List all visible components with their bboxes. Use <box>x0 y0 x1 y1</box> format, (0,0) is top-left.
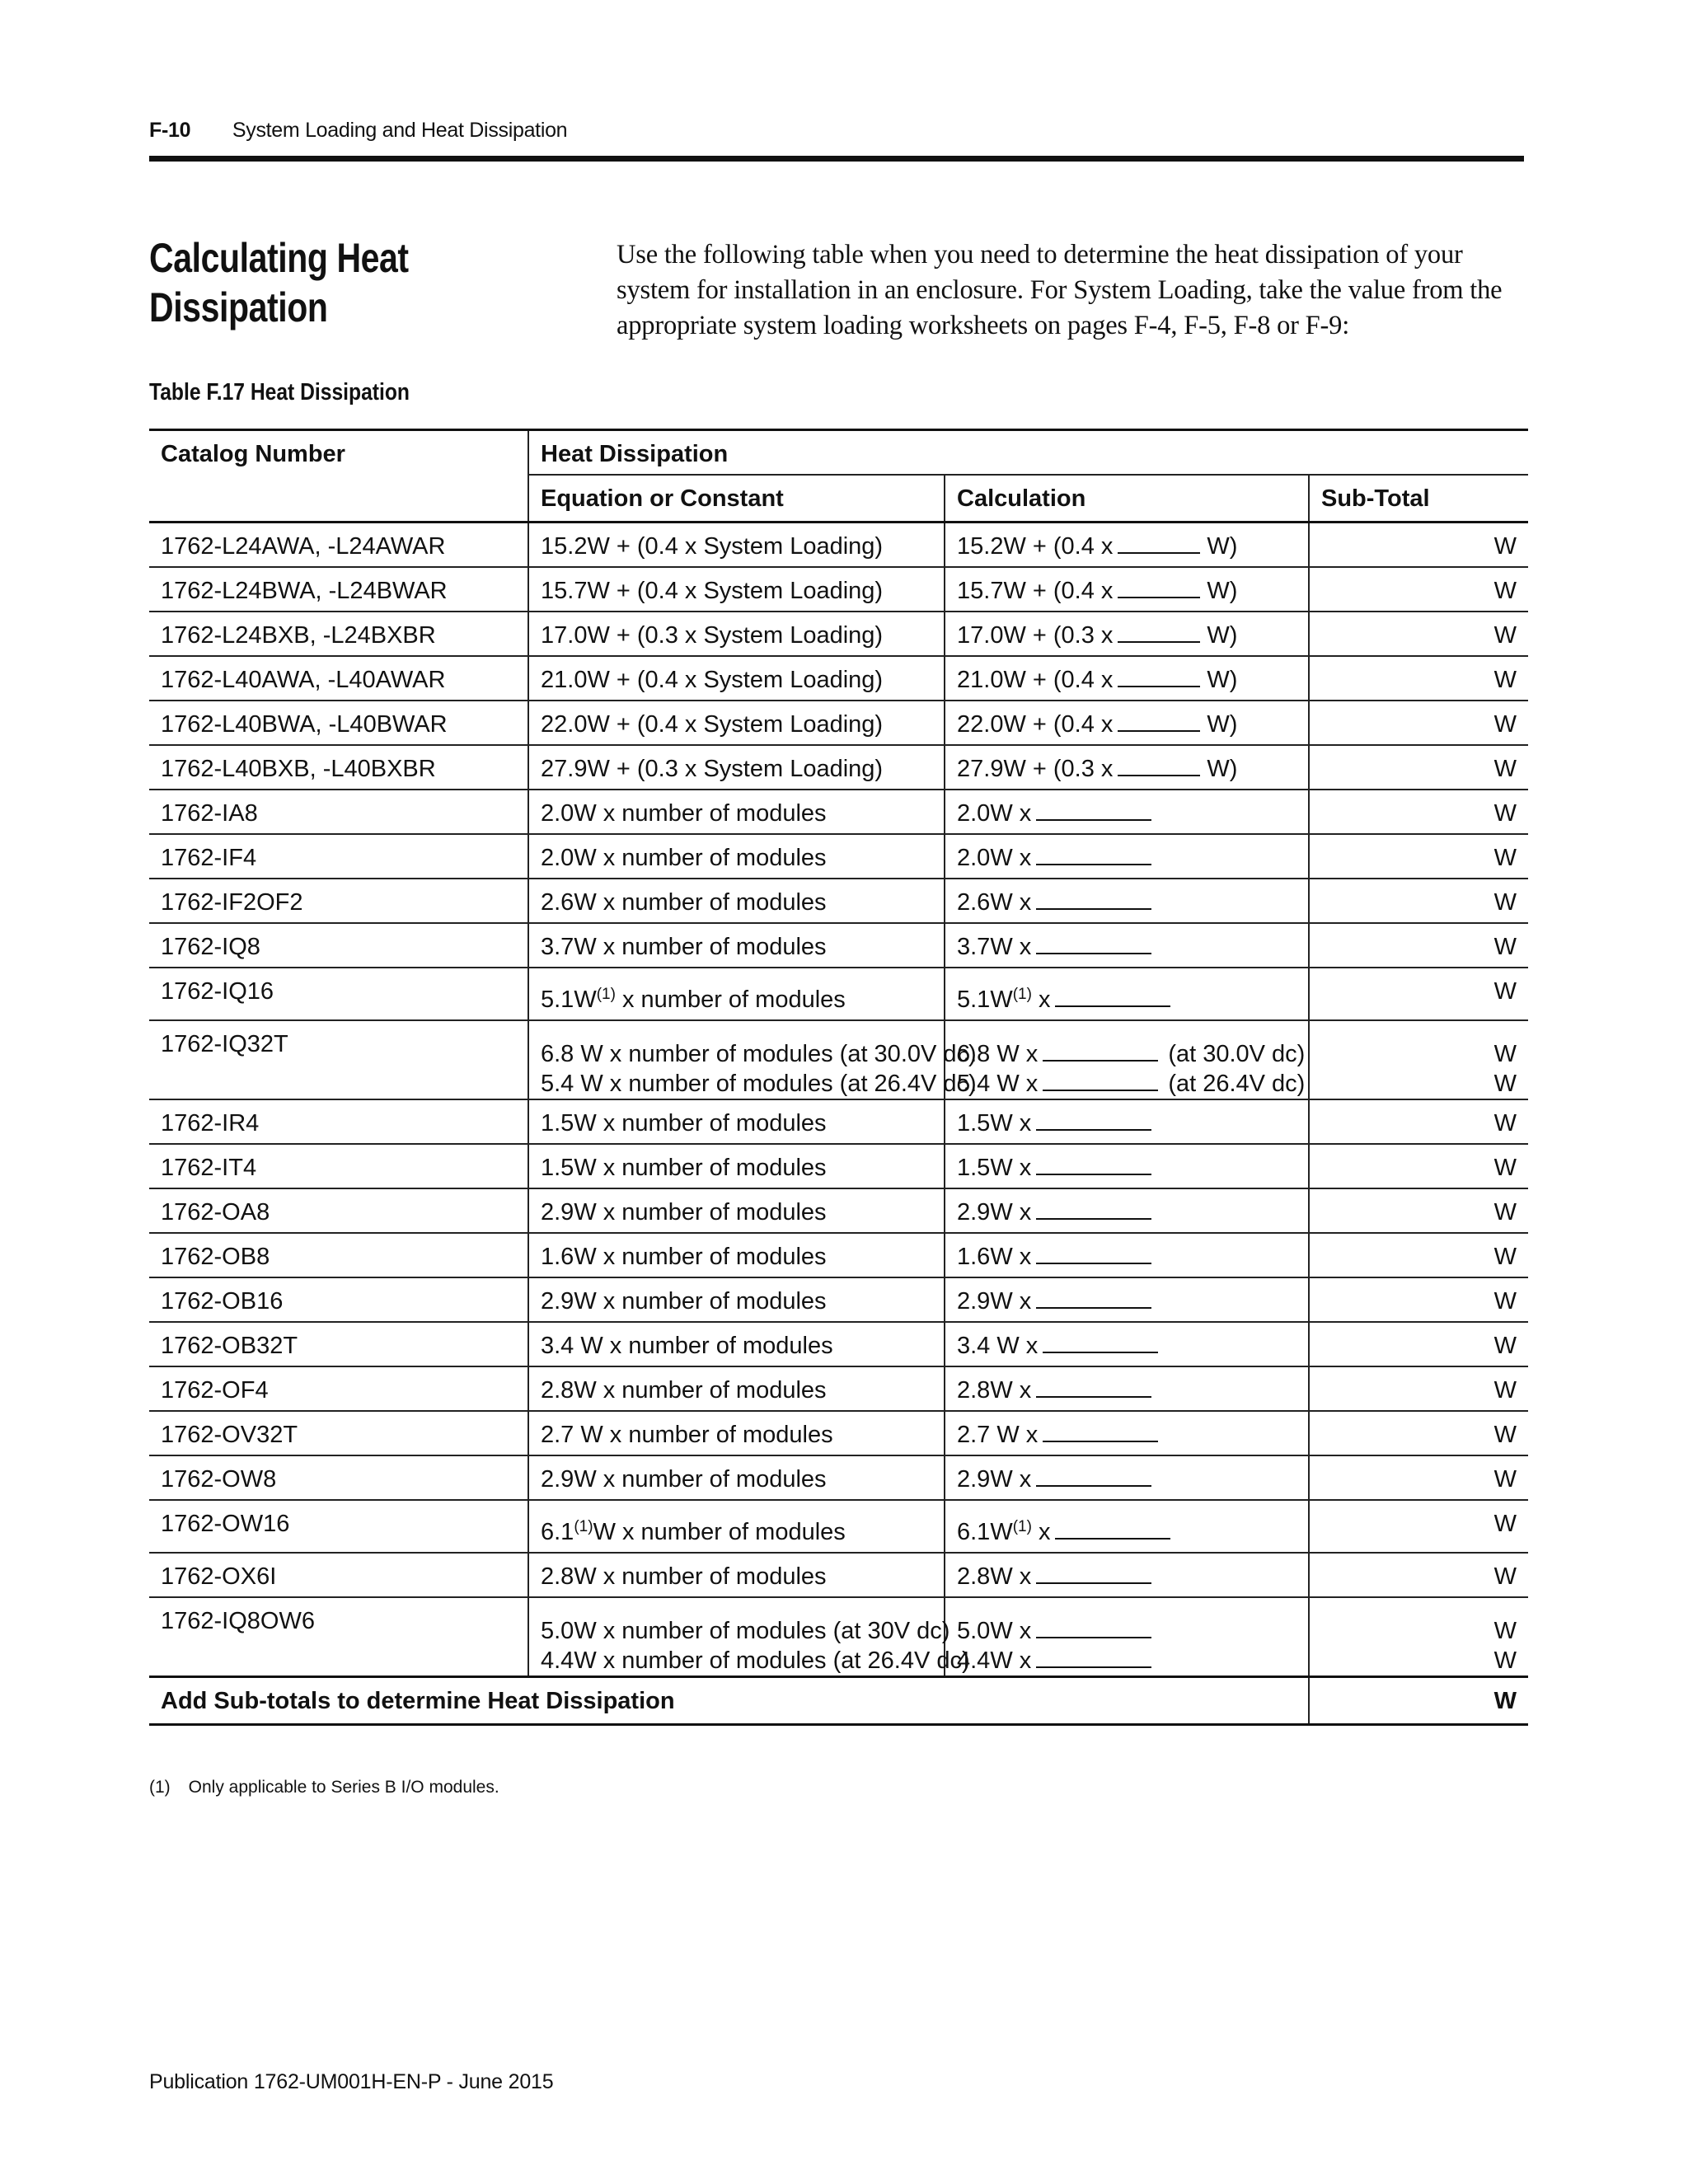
catalog-cell: 1762-IF2OF2 <box>149 879 528 923</box>
catalog-cell: 1762-OW16 <box>149 1500 528 1553</box>
equation-cell: 6.8 W x number of modules (at 30.0V dc) 5.4 W x number of modules (at 26.4V dc) <box>528 1020 945 1099</box>
equation-cell: 15.7W + (0.4 x System Loading) <box>528 567 945 612</box>
catalog-cell: 1762-OV32T <box>149 1411 528 1455</box>
subtotal-cell <box>1309 567 1528 612</box>
subtotal-unit: W <box>1493 1109 1517 1137</box>
equation-cell: 1.5W x number of modules <box>528 1099 945 1144</box>
calculation-cell: 6.8 W x (at 30.0V dc) 5.4 W x (at 26.4V dc) <box>945 1020 1309 1099</box>
subtotal-unit: W <box>1493 1421 1517 1448</box>
table-row <box>149 1366 1528 1411</box>
subtotal-unit: W <box>1493 888 1517 916</box>
table-row <box>149 1277 1528 1322</box>
fill-in-blank <box>1036 1647 1151 1668</box>
table-row <box>149 523 1528 567</box>
table-row <box>149 1500 1528 1553</box>
table-row <box>149 612 1528 656</box>
subtotal-cell <box>1309 1366 1528 1411</box>
table-row <box>149 1597 1528 1677</box>
table-row <box>149 790 1528 834</box>
table-row <box>149 1455 1528 1500</box>
table-row <box>149 1322 1528 1366</box>
fill-in-blank <box>1036 1617 1151 1638</box>
subtotal-unit: W <box>1493 1243 1517 1270</box>
table-row <box>149 834 1528 879</box>
table-row <box>149 567 1528 612</box>
catalog-cell: 1762-IQ8OW6 <box>149 1597 528 1677</box>
total-unit: W <box>1309 1676 1528 1724</box>
catalog-cell: 1762-L40BWA, -L40BWAR <box>149 701 528 745</box>
equation-cell: 3.7W x number of modules <box>528 923 945 968</box>
catalog-cell: 1762-OF4 <box>149 1366 528 1411</box>
catalog-cell: 1762-IF4 <box>149 834 528 879</box>
fill-in-blank <box>1036 1154 1151 1175</box>
calculation-cell: 2.7 W x <box>945 1411 1309 1455</box>
subtotal-cell: W W <box>1309 1597 1528 1677</box>
equation-cell: 2.8W x number of modules <box>528 1553 945 1597</box>
equation-cell: 2.0W x number of modules <box>528 790 945 834</box>
subtotal-cell <box>1309 834 1528 879</box>
calculation-cell: 1.5W x <box>945 1099 1309 1144</box>
calculation-cell: 2.8W x <box>945 1553 1309 1597</box>
catalog-cell: 1762-IQ16 <box>149 968 528 1020</box>
page-number: F-10 <box>149 119 191 142</box>
equation-cell: 1.5W x number of modules <box>528 1144 945 1188</box>
table-row <box>149 745 1528 790</box>
table-caption: Table F.17 Heat Dissipation <box>149 379 410 405</box>
fill-in-blank <box>1036 888 1151 910</box>
table-row <box>149 1020 1528 1099</box>
table-row <box>149 1553 1528 1597</box>
calculation-cell: 2.0W x <box>945 790 1309 834</box>
fill-in-blank <box>1118 621 1200 643</box>
fill-in-blank <box>1118 666 1200 687</box>
table-row <box>149 968 1528 1020</box>
subtotal-unit: W <box>1493 1376 1517 1404</box>
fill-in-blank <box>1043 1332 1158 1353</box>
equation-cell: 15.2W + (0.4 x System Loading) <box>528 523 945 567</box>
fill-in-blank <box>1118 577 1200 598</box>
fill-in-blank <box>1036 1109 1151 1131</box>
equation-cell: 21.0W + (0.4 x System Loading) <box>528 656 945 701</box>
catalog-cell: 1762-OB16 <box>149 1277 528 1322</box>
header-subtotal: Sub-Total <box>1309 475 1528 523</box>
fill-in-blank <box>1043 1070 1158 1091</box>
subtotal-cell <box>1309 1322 1528 1366</box>
catalog-cell: 1762-L24AWA, -L24AWAR <box>149 523 528 567</box>
subtotal-cell <box>1309 1099 1528 1144</box>
equation-cell: 17.0W + (0.3 x System Loading) <box>528 612 945 656</box>
calculation-cell: 3.7W x <box>945 923 1309 968</box>
fill-in-blank <box>1036 1243 1151 1264</box>
publication-footer: Publication 1762-UM001H-EN-P - June 2015 <box>149 2070 554 2093</box>
table-row <box>149 1233 1528 1277</box>
page-title: Calculating Heat Dissipation <box>149 235 409 330</box>
subtotal-cell <box>1309 612 1528 656</box>
calculation-cell: 17.0W + (0.3 x W) <box>945 612 1309 656</box>
subtotal-unit: W <box>1493 1287 1517 1315</box>
calculation-cell: 2.6W x <box>945 879 1309 923</box>
equation-cell: 2.9W x number of modules <box>528 1277 945 1322</box>
subtotal-unit: W <box>1493 799 1517 827</box>
calculation-cell: 2.9W x <box>945 1277 1309 1322</box>
equation-cell: 27.9W + (0.3 x System Loading) <box>528 745 945 790</box>
header-heat-dissipation: Heat Dissipation <box>528 430 1528 475</box>
equation-cell: $5.1W^{(1)}$ x number of modules <box>528 968 945 1020</box>
subtotal-unit: W <box>1493 1198 1517 1226</box>
calculation-cell: 22.0W + (0.4 x W) <box>945 701 1309 745</box>
catalog-cell: 1762-L40BXB, -L40BXBR <box>149 745 528 790</box>
catalog-cell: 1762-L40AWA, -L40AWAR <box>149 656 528 701</box>
equation-cell: 2.0W x number of modules <box>528 834 945 879</box>
calculation-cell: 15.2W + (0.4 x W) <box>945 523 1309 567</box>
fill-in-blank <box>1118 710 1200 732</box>
calculation-cell: 15.7W + (0.4 x W) <box>945 567 1309 612</box>
calculation-cell: 2.9W x <box>945 1455 1309 1500</box>
subtotal-unit: W <box>1493 1465 1517 1493</box>
subtotal-cell <box>1309 523 1528 567</box>
equation-cell: 2.8W x number of modules <box>528 1366 945 1411</box>
footnote-ref: (1) <box>574 1517 593 1535</box>
table-row <box>149 1411 1528 1455</box>
equation-cell: 6.1$^{(1)}$W x number of modules <box>528 1500 945 1553</box>
equation-cell: 22.0W + (0.4 x System Loading) <box>528 701 945 745</box>
section-title: System Loading and Heat Dissipation <box>232 119 568 142</box>
catalog-cell: 1762-IR4 <box>149 1099 528 1144</box>
fill-in-blank <box>1043 1421 1158 1442</box>
catalog-cell: 1762-L24BXB, -L24BXBR <box>149 612 528 656</box>
fill-in-blank <box>1036 844 1151 865</box>
calculation-cell: 1.5W x <box>945 1144 1309 1188</box>
catalog-cell: 1762-OB32T <box>149 1322 528 1366</box>
total-label: Add Sub-totals to determine Heat Dissipation <box>149 1676 1309 1724</box>
intro-paragraph: Use the following table when you need to determine the heat dissipation of your system for installation in an enclosure. For System Loading, take the value from the appropriate system loading worksheets on pages F-4, F-5, F-8 or F-9: <box>617 240 1503 340</box>
subtotal-cell <box>1309 1500 1528 1553</box>
fill-in-blank <box>1036 1198 1151 1220</box>
table-row <box>149 879 1528 923</box>
fill-in-blank <box>1036 933 1151 954</box>
calculation-cell: 5.0W x 4.4W x <box>945 1597 1309 1677</box>
subtotal-cell <box>1309 656 1528 701</box>
catalog-cell: 1762-IA8 <box>149 790 528 834</box>
header-calculation: Calculation <box>945 475 1309 523</box>
fill-in-blank <box>1118 755 1200 776</box>
fill-in-blank <box>1036 1465 1151 1487</box>
calculation-cell: $5.1W^{(1)}$ x <box>945 968 1309 1020</box>
calculation-cell: 2.9W x <box>945 1188 1309 1233</box>
catalog-cell: 1762-OW8 <box>149 1455 528 1500</box>
subtotal-cell <box>1309 923 1528 968</box>
header-catalog-number: Catalog Number <box>149 430 528 475</box>
catalog-cell: 1762-IQ32T <box>149 1020 528 1099</box>
subtotal-unit: W <box>1493 533 1517 560</box>
fill-in-blank <box>1055 986 1170 1007</box>
table-row <box>149 1188 1528 1233</box>
subtotal-unit: W <box>1493 577 1517 604</box>
subtotal-unit: W <box>1493 666 1517 693</box>
subtotal-unit: W <box>1493 977 1517 1005</box>
footnote-ref: (1) <box>1012 1517 1032 1535</box>
subtotal-unit: W <box>1493 1332 1517 1359</box>
footnote-ref: (1) <box>596 985 616 1003</box>
subtotal-cell <box>1309 1455 1528 1500</box>
equation-cell: 2.9W x number of modules <box>528 1188 945 1233</box>
table-row <box>149 923 1528 968</box>
table-subheader-row <box>149 475 1528 523</box>
subtotal-unit: W <box>1493 621 1517 649</box>
running-header <box>149 119 567 143</box>
subtotal-unit: W <box>1493 1510 1517 1537</box>
heat-dissipation-table <box>149 429 1528 1726</box>
subtotal-unit: W <box>1493 1154 1517 1181</box>
calculation-cell: 2.0W x <box>945 834 1309 879</box>
calculation-cell: $6.1W^{(1)}$ x <box>945 1500 1309 1553</box>
total-row <box>149 1676 1528 1724</box>
calculation-cell: 2.8W x <box>945 1366 1309 1411</box>
catalog-cell: 1762-OB8 <box>149 1233 528 1277</box>
subtotal-cell <box>1309 1277 1528 1322</box>
calculation-cell: 1.6W x <box>945 1233 1309 1277</box>
subtotal-unit: W <box>1493 755 1517 782</box>
fill-in-blank <box>1055 1518 1170 1540</box>
fill-in-blank <box>1036 1563 1151 1584</box>
subtotal-unit: W <box>1493 710 1517 738</box>
subtotal-unit: W <box>1493 844 1517 871</box>
calculation-cell: 27.9W + (0.3 x W) <box>945 745 1309 790</box>
catalog-cell: 1762-L24BWA, -L24BWAR <box>149 567 528 612</box>
subtotal-cell <box>1309 745 1528 790</box>
equation-cell: 5.0W x number of modules (at 30V dc) 4.4W x number of modules (at 26.4V dc) <box>528 1597 945 1677</box>
subtotal-unit: W <box>1493 933 1517 960</box>
table-row <box>149 656 1528 701</box>
fill-in-blank <box>1043 1040 1158 1062</box>
subtotal-cell <box>1309 1144 1528 1188</box>
table-row <box>149 1144 1528 1188</box>
catalog-cell: 1762-IQ8 <box>149 923 528 968</box>
footnote-ref: (1) <box>1012 985 1032 1003</box>
equation-cell: 1.6W x number of modules <box>528 1233 945 1277</box>
fill-in-blank <box>1036 1287 1151 1309</box>
catalog-cell: 1762-IT4 <box>149 1144 528 1188</box>
fill-in-blank <box>1118 532 1200 554</box>
subtotal-cell <box>1309 879 1528 923</box>
table-body <box>149 523 1528 1725</box>
equation-cell: 2.6W x number of modules <box>528 879 945 923</box>
catalog-cell: 1762-OA8 <box>149 1188 528 1233</box>
header-equation: Equation or Constant <box>528 475 945 523</box>
catalog-cell: 1762-OX6I <box>149 1553 528 1597</box>
calculation-cell: 3.4 W x <box>945 1322 1309 1366</box>
subtotal-cell <box>1309 1233 1528 1277</box>
subtotal-cell <box>1309 790 1528 834</box>
table-header-row <box>149 430 1528 475</box>
subtotal-cell <box>1309 701 1528 745</box>
table-row <box>149 701 1528 745</box>
table-row <box>149 1099 1528 1144</box>
header-rule <box>149 156 1524 162</box>
subtotal-cell: W W <box>1309 1020 1528 1099</box>
footnote: (1) Only applicable to Series B I/O modules. <box>149 1778 499 1797</box>
equation-cell: 3.4 W x number of modules <box>528 1322 945 1366</box>
subtotal-cell <box>1309 1553 1528 1597</box>
subtotal-cell <box>1309 968 1528 1020</box>
equation-cell: 2.9W x number of modules <box>528 1455 945 1500</box>
subtotal-cell <box>1309 1188 1528 1233</box>
equation-cell: 2.7 W x number of modules <box>528 1411 945 1455</box>
subtotal-cell <box>1309 1411 1528 1455</box>
fill-in-blank <box>1036 799 1151 821</box>
subtotal-unit: W <box>1493 1563 1517 1590</box>
calculation-cell: 21.0W + (0.4 x W) <box>945 656 1309 701</box>
fill-in-blank <box>1036 1376 1151 1398</box>
